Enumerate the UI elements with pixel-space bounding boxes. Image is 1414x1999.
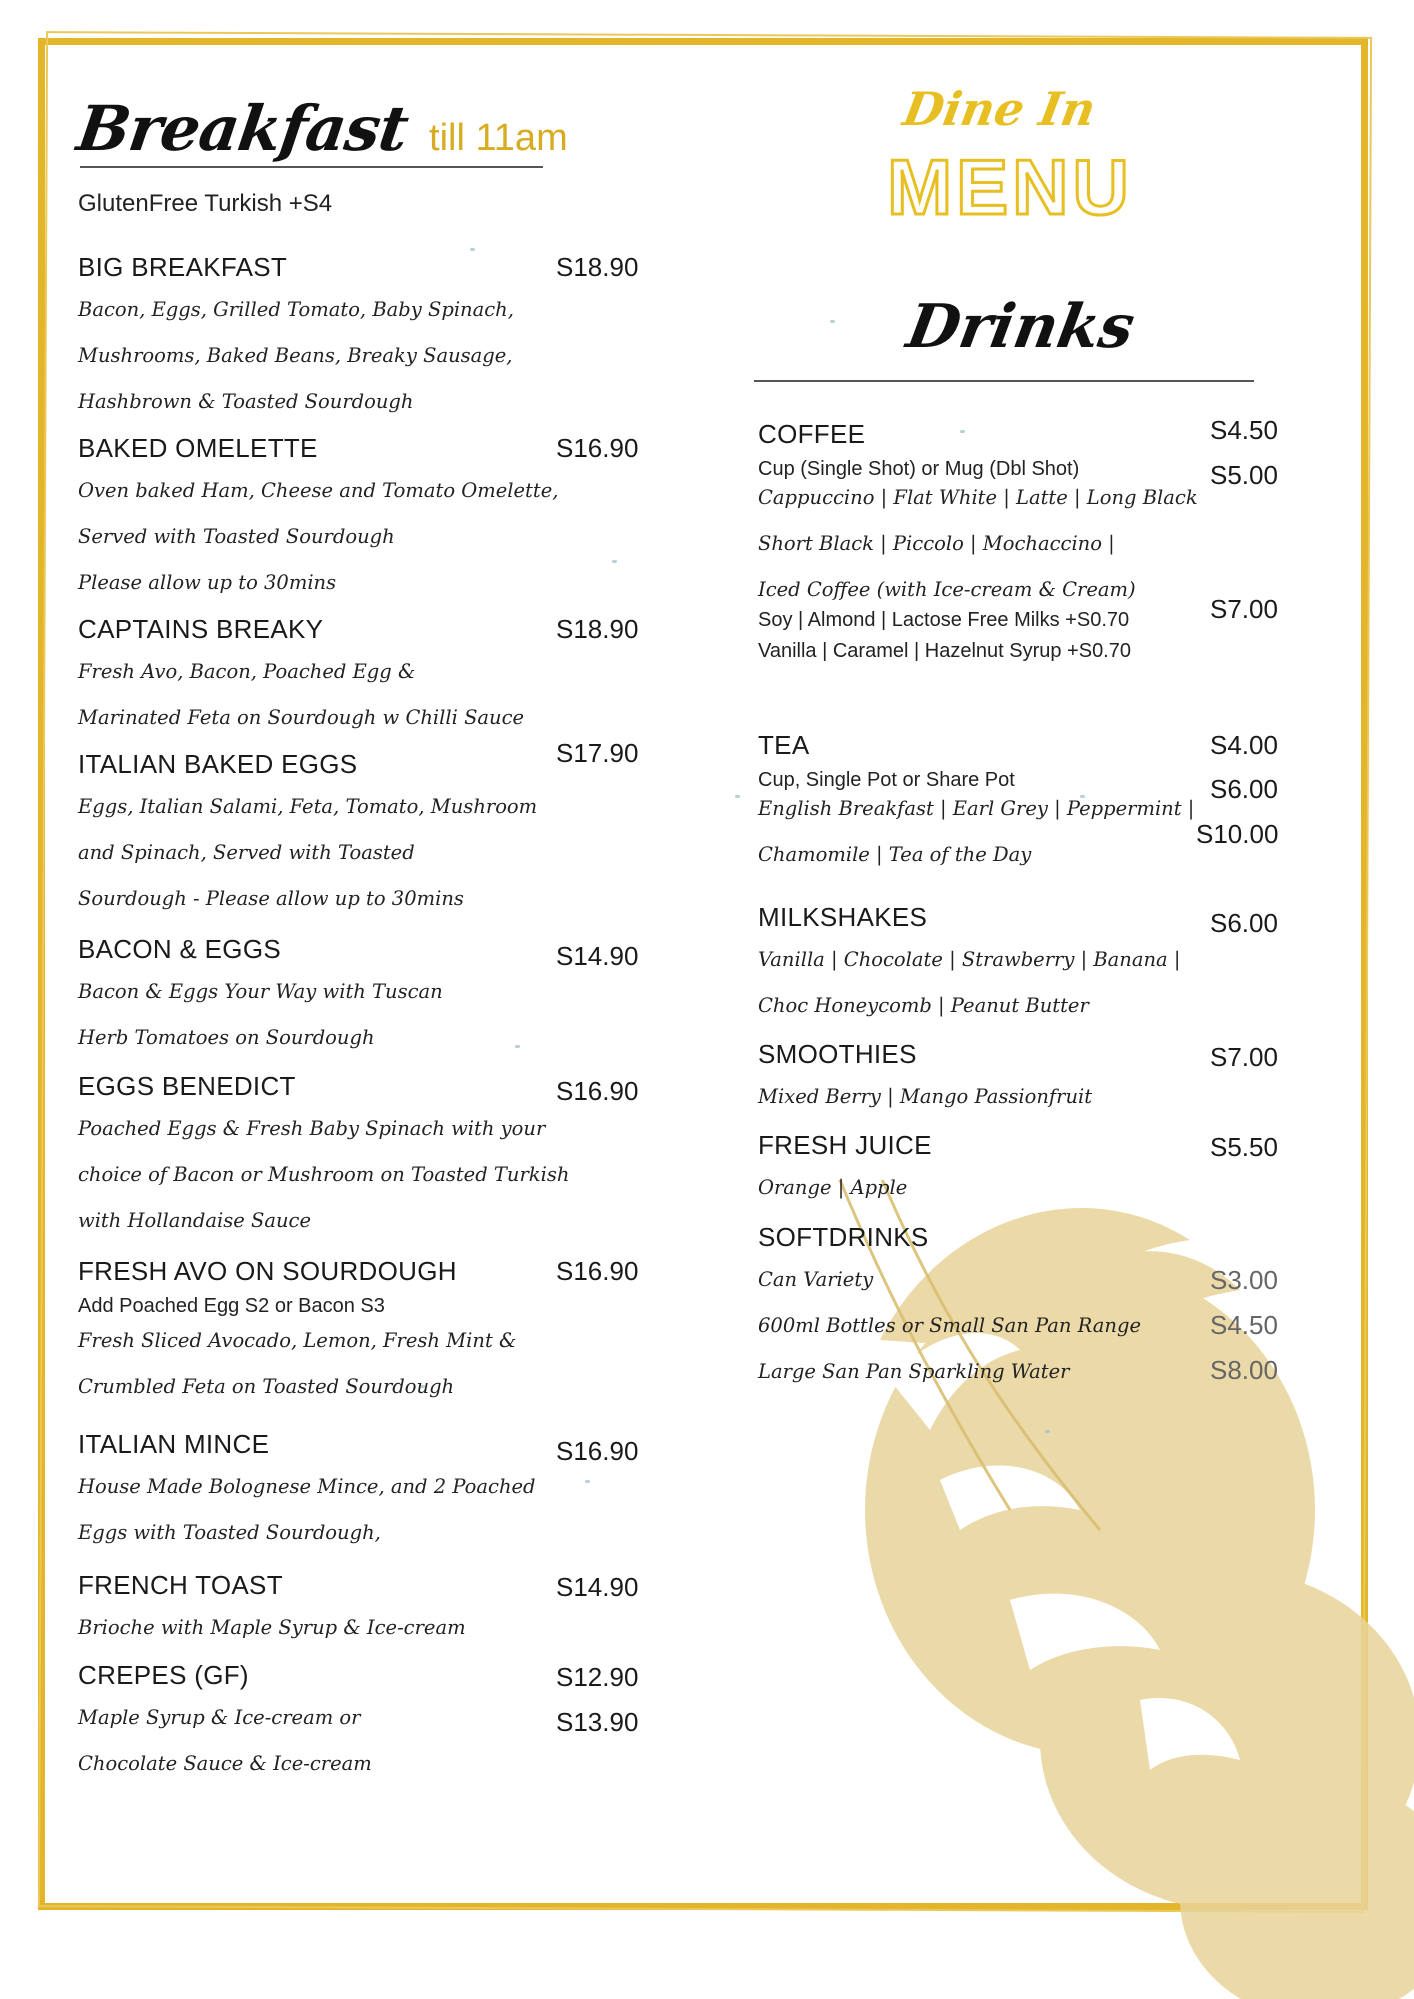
- dine-in-heading: [880, 82, 1120, 136]
- item-description: English Breakfast | Earl Grey | Peppermint |: [758, 797, 1195, 820]
- drinks-divider: [754, 380, 1254, 382]
- item-description: Hashbrown & Toasted Sourdough: [78, 390, 414, 413]
- item-description: Mushrooms, Baked Beans, Breaky Sausage,: [78, 344, 513, 367]
- breakfast-subtitle: till 11am: [429, 117, 568, 159]
- item-description: Eggs with Toasted Sourdough,: [78, 1521, 381, 1544]
- item-description: 600ml Bottles or Small San Pan Range: [758, 1314, 1141, 1337]
- item-description: Bacon & Eggs Your Way with Tuscan: [78, 980, 443, 1003]
- item-description: Chamomile | Tea of the Day: [758, 843, 1032, 866]
- breakfast-title: Breakfast: [72, 92, 413, 165]
- item-description: Fresh Avo, Bacon, Poached Egg &: [78, 660, 416, 683]
- item-price: S16.90: [556, 1256, 639, 1286]
- section-name: COFFEE: [758, 419, 866, 449]
- item-description: Marinated Feta on Sourdough w Chilli Sauce: [78, 706, 525, 729]
- item-name: BACON & EGGS: [78, 934, 281, 964]
- syrup-options: Vanilla | Caramel | Hazelnut Syrup +S0.70: [758, 640, 1131, 662]
- item-description: Orange | Apple: [758, 1176, 908, 1199]
- section-name: SOFTDRINKS: [758, 1222, 929, 1252]
- decorative-speck: [1045, 1430, 1050, 1433]
- item-name: EGGS BENEDICT: [78, 1071, 296, 1101]
- item-price: S16.90: [556, 1076, 639, 1106]
- item-price: S7.00: [1210, 1042, 1278, 1072]
- menu-label: MENU: [887, 143, 1133, 231]
- milk-options: Soy | Almond | Lactose Free Milks +S0.70: [758, 609, 1130, 631]
- decorative-speck: [515, 1045, 520, 1048]
- item-description: Can Variety: [758, 1268, 874, 1291]
- menu-item-captains-breaky: [78, 614, 524, 741]
- item-price: S6.00: [1210, 908, 1278, 938]
- item-price: S12.90: [556, 1662, 639, 1692]
- item-price-alt: S13.90: [556, 1707, 639, 1737]
- item-sub: Cup (Single Shot) or Mug (Dbl Shot): [758, 458, 1080, 480]
- item-description: with Hollandaise Sauce: [78, 1209, 312, 1232]
- drinks-title: Drinks: [901, 292, 1140, 362]
- item-description: Sourdough - Please allow up to 30mins: [78, 887, 464, 910]
- item-description: Brioche with Maple Syrup & Ice-cream: [78, 1616, 466, 1639]
- item-description: choice of Bacon or Mushroom on Toasted Turkish: [78, 1163, 570, 1186]
- menu-item-italian-baked-eggs: [78, 749, 537, 922]
- breakfast-heading: [72, 92, 568, 165]
- item-description: Crumbled Feta on Toasted Sourdough: [78, 1375, 455, 1398]
- decorative-speck: [735, 795, 740, 798]
- menu-item-french-toast: [78, 1570, 466, 1651]
- item-description: Maple Syrup & Ice-cream or: [78, 1706, 361, 1729]
- drink-section-milkshakes: [758, 902, 1180, 1029]
- item-price: S10.00: [1196, 819, 1279, 849]
- item-description: Eggs, Italian Salami, Feta, Tomato, Mushroom: [78, 795, 538, 818]
- item-description: Vanilla | Chocolate | Strawberry | Banana |: [758, 948, 1181, 971]
- item-price: S4.50: [1210, 415, 1278, 445]
- drink-section-coffee: [758, 419, 1198, 663]
- item-price: S4.50: [1210, 1310, 1278, 1340]
- item-price: S8.00: [1210, 1355, 1278, 1385]
- item-name: ITALIAN BAKED EGGS: [78, 749, 358, 779]
- decorative-speck: [612, 560, 617, 563]
- item-description: Iced Coffee (with Ice-cream & Cream): [758, 578, 1136, 601]
- decorative-speck: [585, 1480, 590, 1483]
- drink-section-smoothies: [758, 1039, 1092, 1120]
- gluten-free-note: GlutenFree Turkish +S4: [78, 190, 333, 217]
- item-price: S5.00: [1210, 460, 1278, 490]
- dine-in-label: Dine In: [899, 82, 1101, 136]
- section-name: SMOOTHIES: [758, 1039, 917, 1069]
- item-price: S6.00: [1210, 774, 1278, 804]
- drink-section-fresh-juice: [758, 1130, 932, 1211]
- item-price: S5.50: [1210, 1132, 1278, 1162]
- item-price: S18.90: [556, 614, 639, 644]
- menu-item-crepes: [78, 1660, 372, 1787]
- item-sub: Cup, Single Pot or Share Pot: [758, 769, 1015, 791]
- drink-section-tea: [758, 730, 1194, 878]
- item-price: S4.00: [1210, 730, 1278, 760]
- section-name: TEA: [758, 730, 810, 760]
- item-description: Oven baked Ham, Cheese and Tomato Omelette,: [78, 479, 559, 502]
- item-description: Short Black | Piccolo | Mochaccino |: [758, 532, 1115, 555]
- item-name: FRESH AVO ON SOURDOUGH: [78, 1256, 457, 1286]
- item-price: S3.00: [1210, 1265, 1278, 1295]
- item-name: BAKED OMELETTE: [78, 433, 318, 463]
- menu-item-big-breakfast: [78, 252, 514, 425]
- item-price: S17.90: [556, 738, 639, 768]
- item-description: Choc Honeycomb | Peanut Butter: [758, 994, 1089, 1017]
- item-description: Bacon, Eggs, Grilled Tomato, Baby Spinach,: [78, 298, 514, 321]
- item-price: S18.90: [556, 252, 639, 282]
- item-description: Herb Tomatoes on Sourdough: [78, 1026, 375, 1049]
- item-description: Fresh Sliced Avocado, Lemon, Fresh Mint &: [78, 1329, 517, 1352]
- menu-item-eggs-benedict: [78, 1071, 569, 1244]
- item-price: S14.90: [556, 1572, 639, 1602]
- item-description: Served with Toasted Sourdough: [78, 525, 395, 548]
- decorative-speck: [830, 320, 835, 323]
- item-price: S14.90: [556, 941, 639, 971]
- section-name: MILKSHAKES: [758, 902, 928, 932]
- item-name: CREPES (GF): [78, 1660, 249, 1690]
- item-price: S16.90: [556, 1436, 639, 1466]
- menu-item-baked-omelette: [78, 433, 558, 606]
- item-description: Poached Eggs & Fresh Baby Spinach with your: [78, 1117, 546, 1140]
- item-addon: Add Poached Egg S2 or Bacon S3: [78, 1295, 385, 1317]
- menu-item-italian-mince: [78, 1429, 536, 1556]
- item-name: CAPTAINS BREAKY: [78, 614, 324, 644]
- item-description: and Spinach, Served with Toasted: [78, 841, 415, 864]
- item-price: S16.90: [556, 433, 639, 463]
- item-price: S7.00: [1210, 594, 1278, 624]
- section-name: FRESH JUICE: [758, 1130, 932, 1160]
- item-description: House Made Bolognese Mince, and 2 Poached: [78, 1475, 536, 1498]
- breakfast-divider: [80, 166, 543, 168]
- item-name: BIG BREAKFAST: [78, 252, 288, 282]
- item-description: Cappuccino | Flat White | Latte | Long Black: [758, 486, 1198, 509]
- item-description: Mixed Berry | Mango Passionfruit: [758, 1085, 1093, 1108]
- item-description: Please allow up to 30mins: [78, 571, 337, 594]
- drink-section-softdrinks: [758, 1222, 1141, 1395]
- item-name: FRENCH TOAST: [78, 1570, 283, 1600]
- item-description: Large San Pan Sparkling Water: [758, 1360, 1070, 1383]
- menu-item-bacon-and-eggs: [78, 934, 443, 1061]
- item-description: Chocolate Sauce & Ice-cream: [78, 1752, 372, 1775]
- item-name: ITALIAN MINCE: [78, 1429, 270, 1459]
- decorative-speck: [470, 248, 475, 251]
- menu-item-fresh-avo: [78, 1256, 516, 1410]
